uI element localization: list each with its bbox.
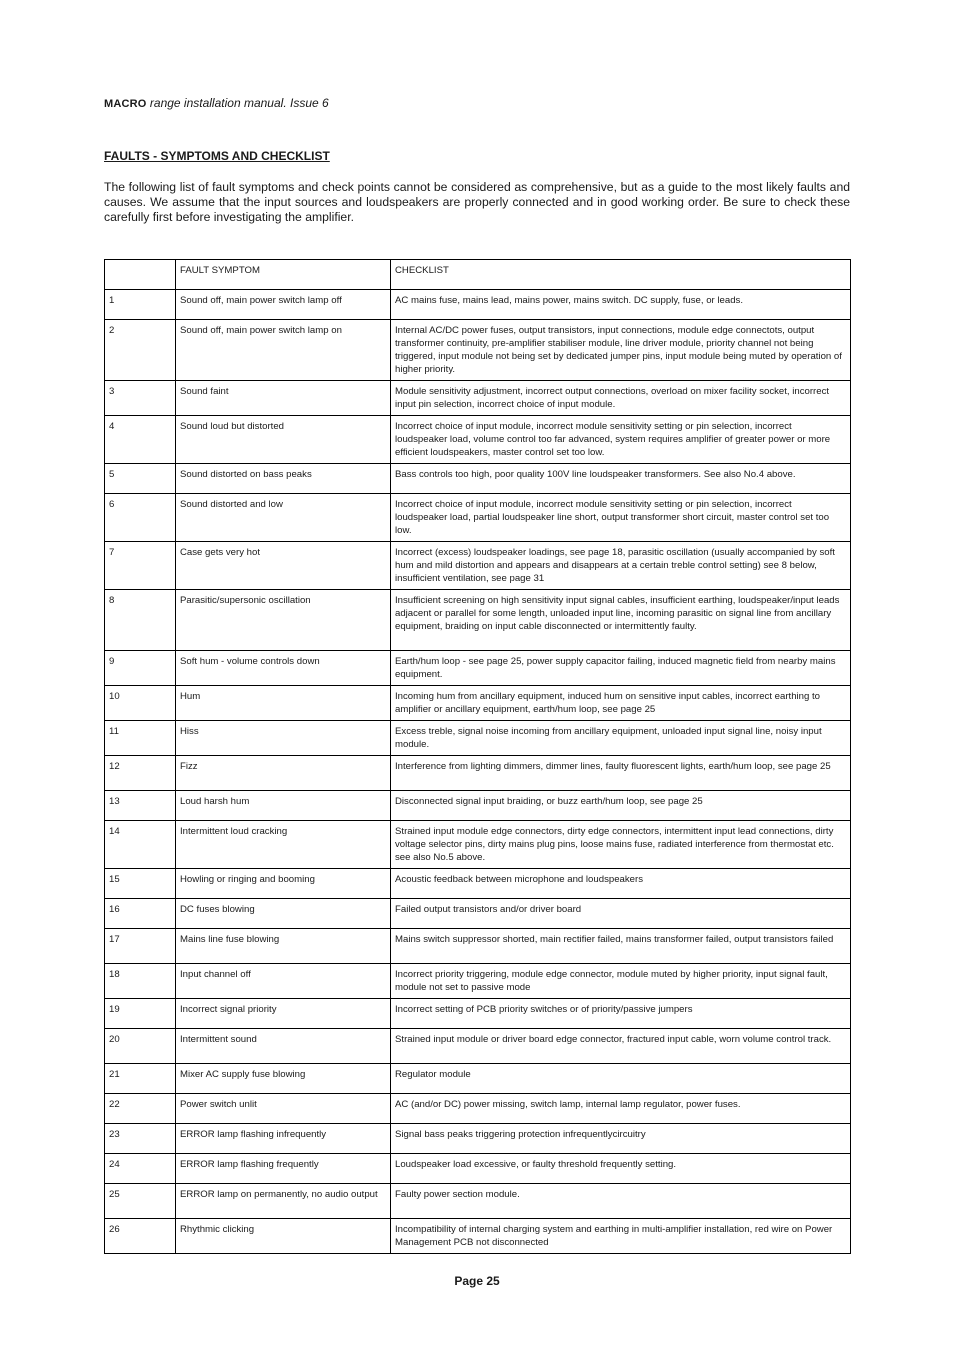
checklist-cell: Incorrect (excess) loudspeaker loadings, see page 18, parasitic oscillation (usually accompanied by soft hum and mild distortion and appears and disappears at a certain treble control setting) see 8 below, insufficient ventilation, see page 31 — [391, 542, 851, 590]
section-title: FAULTS - SYMPTOMS AND CHECKLIST — [104, 149, 330, 163]
header-cell-checklist: CHECKLIST — [391, 260, 851, 290]
table-row — [105, 899, 851, 929]
symptom-cell: Power switch unlit — [176, 1094, 391, 1124]
table-row — [105, 869, 851, 899]
table-row — [105, 686, 851, 721]
row-number-cell: 16 — [105, 899, 176, 929]
table-row — [105, 464, 851, 494]
table-row — [105, 590, 851, 651]
symptom-cell: Hiss — [176, 721, 391, 756]
document-header — [104, 96, 329, 110]
row-number-cell: 15 — [105, 869, 176, 899]
row-number-cell: 14 — [105, 821, 176, 869]
checklist-cell: Strained input module or driver board edge connector, fractured input cable, worn volume control track. — [391, 1029, 851, 1064]
row-number-cell: 13 — [105, 791, 176, 821]
symptom-cell: Sound distorted and low — [176, 494, 391, 542]
header-cell-symptom: FAULT SYMPTOM — [176, 260, 391, 290]
fault-table — [104, 259, 851, 1254]
symptom-cell: Input channel off — [176, 964, 391, 999]
row-number-cell: 1 — [105, 290, 176, 320]
checklist-cell: Acoustic feedback between microphone and loudspeakers — [391, 869, 851, 899]
page-number: Page 25 — [454, 1274, 500, 1288]
checklist-cell: Disconnected signal input braiding, or buzz earth/hum loop, see page 25 — [391, 791, 851, 821]
symptom-cell: Hum — [176, 686, 391, 721]
row-number-cell: 17 — [105, 929, 176, 964]
row-number-cell: 19 — [105, 999, 176, 1029]
symptom-cell: Incorrect signal priority — [176, 999, 391, 1029]
symptom-cell: Intermittent sound — [176, 1029, 391, 1064]
checklist-cell: AC (and/or DC) power missing, switch lamp, internal lamp regulator, power fuses. — [391, 1094, 851, 1124]
checklist-cell: Mains switch suppressor shorted, main rectifier failed, mains transformer failed, output transistors failed — [391, 929, 851, 964]
row-number-cell: 9 — [105, 651, 176, 686]
table-row — [105, 381, 851, 416]
symptom-cell: Sound off, main power switch lamp on — [176, 320, 391, 381]
row-number-cell: 25 — [105, 1184, 176, 1219]
checklist-cell: Internal AC/DC power fuses, output transistors, input connections, module edge connectots, output transformer continuity, pre-amplifier stabiliser module, line driver module, priority channel not being triggered, input module not being set by dedicated jumper pins, input module being muted by operation of higher priority. — [391, 320, 851, 381]
row-number-cell: 5 — [105, 464, 176, 494]
checklist-cell: Incoming hum from ancillary equipment, induced hum on sensitive input cables, incorrect earthing to amplifier or ancillary equipment, earth/hum loop, see page 25 — [391, 686, 851, 721]
symptom-cell: Howling or ringing and booming — [176, 869, 391, 899]
checklist-cell: Loudspeaker load excessive, or faulty threshold frequently setting. — [391, 1154, 851, 1184]
row-number-cell: 21 — [105, 1064, 176, 1094]
row-number-cell: 12 — [105, 756, 176, 791]
table-row — [105, 1029, 851, 1064]
table-row — [105, 721, 851, 756]
symptom-cell: Rhythmic clicking — [176, 1219, 391, 1254]
symptom-cell: Sound faint — [176, 381, 391, 416]
row-number-cell: 22 — [105, 1094, 176, 1124]
table-row — [105, 1154, 851, 1184]
row-number-cell: 18 — [105, 964, 176, 999]
table-row — [105, 964, 851, 999]
row-number-cell: 20 — [105, 1029, 176, 1064]
table-row — [105, 1094, 851, 1124]
symptom-cell: ERROR lamp flashing frequently — [176, 1154, 391, 1184]
symptom-cell: Intermittent loud cracking — [176, 821, 391, 869]
table-row — [105, 494, 851, 542]
table-row — [105, 929, 851, 964]
table-row — [105, 756, 851, 791]
checklist-cell: Excess treble, signal noise incoming from ancillary equipment, unloaded input signal line, noisy input module. — [391, 721, 851, 756]
symptom-cell: Mains line fuse blowing — [176, 929, 391, 964]
checklist-cell: Signal bass peaks triggering protection infrequentlycircuitry — [391, 1124, 851, 1154]
checklist-cell: Incompatibility of internal charging system and earthing in multi-amplifier installation, red wire on Power Management PCB not disconnected — [391, 1219, 851, 1254]
checklist-cell: Bass controls too high, poor quality 100V line loudspeaker transformers. See also No.4 above. — [391, 464, 851, 494]
table-row — [105, 1219, 851, 1254]
symptom-cell: Sound distorted on bass peaks — [176, 464, 391, 494]
checklist-cell: Strained input module edge connectors, dirty edge connectors, intermittent input lead connections, dirty voltage selector pins, dirty mains plug pins, loose mains fuse, radiated interference from thermostat etc. see also No.5 above. — [391, 821, 851, 869]
table-row — [105, 651, 851, 686]
checklist-cell: Interference from lighting dimmers, dimmer lines, faulty fluorescent lights, earth/hum loop, see page 25 — [391, 756, 851, 791]
table-row — [105, 821, 851, 869]
row-number-cell: 3 — [105, 381, 176, 416]
table-row — [105, 791, 851, 821]
symptom-cell: Parasitic/supersonic oscillation — [176, 590, 391, 651]
table-row — [105, 320, 851, 381]
symptom-cell: ERROR lamp on permanently, no audio output — [176, 1184, 391, 1219]
table-row — [105, 416, 851, 464]
symptom-cell: Fizz — [176, 756, 391, 791]
table-row — [105, 999, 851, 1029]
row-number-cell: 2 — [105, 320, 176, 381]
header-subtitle: range installation manual. Issue 6 — [146, 96, 329, 110]
symptom-cell: Case gets very hot — [176, 542, 391, 590]
symptom-cell: Sound off, main power switch lamp off — [176, 290, 391, 320]
checklist-cell: Incorrect setting of PCB priority switches or of priority/passive jumpers — [391, 999, 851, 1029]
table-row — [105, 1064, 851, 1094]
symptom-cell: ERROR lamp flashing infrequently — [176, 1124, 391, 1154]
checklist-cell: Failed output transistors and/or driver board — [391, 899, 851, 929]
row-number-cell: 4 — [105, 416, 176, 464]
row-number-cell: 8 — [105, 590, 176, 651]
row-number-cell: 7 — [105, 542, 176, 590]
checklist-cell: Module sensitivity adjustment, incorrect output connections, overload on mixer facility socket, incorrect input pin selection, incorrect choice of input module. — [391, 381, 851, 416]
checklist-cell: Incorrect priority triggering, module edge connector, module muted by higher priority, input signal fault, module not set to passive mode — [391, 964, 851, 999]
row-number-cell: 26 — [105, 1219, 176, 1254]
symptom-cell: Loud harsh hum — [176, 791, 391, 821]
table-row — [105, 290, 851, 320]
row-number-cell: 23 — [105, 1124, 176, 1154]
checklist-cell: Regulator module — [391, 1064, 851, 1094]
checklist-cell: Insufficient screening on high sensitivity input signal cables, insufficient earthing, loudspeaker/input leads adjacent or parallel for some length, unloaded input line, incoming parasitic on signal line from ancillary equipment, braiding on input cable disconnected or intermittently faulty. — [391, 590, 851, 651]
intro-paragraph: The following list of fault symptoms and check points cannot be considered as comprehensive, but as a guide to the most likely faults and causes. We assume that the input sources and loudspeakers are properly connected and in good working order. Be sure to check these carefully first before investigating the amplifier. — [104, 180, 850, 224]
checklist-cell: Incorrect choice of input module, incorrect module sensitivity setting or pin selection, incorrect loudspeaker load, volume control too far advanced, system requires amplifier of greater power or more efficient loudspeakers, master control set too low. — [391, 416, 851, 464]
header-cell-number — [105, 260, 176, 290]
symptom-cell: DC fuses blowing — [176, 899, 391, 929]
row-number-cell: 24 — [105, 1154, 176, 1184]
brand-name: MACRO — [104, 98, 147, 110]
table-header-row — [105, 260, 851, 290]
row-number-cell: 11 — [105, 721, 176, 756]
checklist-cell: Incorrect choice of input module, incorrect module sensitivity setting or pin selection, incorrect loudspeaker load, partial loudspeaker line short, output transformer short circuit, master control set too low. — [391, 494, 851, 542]
table-row — [105, 1124, 851, 1154]
row-number-cell: 10 — [105, 686, 176, 721]
symptom-cell: Soft hum - volume controls down — [176, 651, 391, 686]
symptom-cell: Mixer AC supply fuse blowing — [176, 1064, 391, 1094]
checklist-cell: Earth/hum loop - see page 25, power supply capacitor failing, induced magnetic field from nearby mains equipment. — [391, 651, 851, 686]
checklist-cell: AC mains fuse, mains lead, mains power, mains switch. DC supply, fuse, or leads. — [391, 290, 851, 320]
row-number-cell: 6 — [105, 494, 176, 542]
checklist-cell: Faulty power section module. — [391, 1184, 851, 1219]
symptom-cell: Sound loud but distorted — [176, 416, 391, 464]
table-row — [105, 542, 851, 590]
table-row — [105, 1184, 851, 1219]
